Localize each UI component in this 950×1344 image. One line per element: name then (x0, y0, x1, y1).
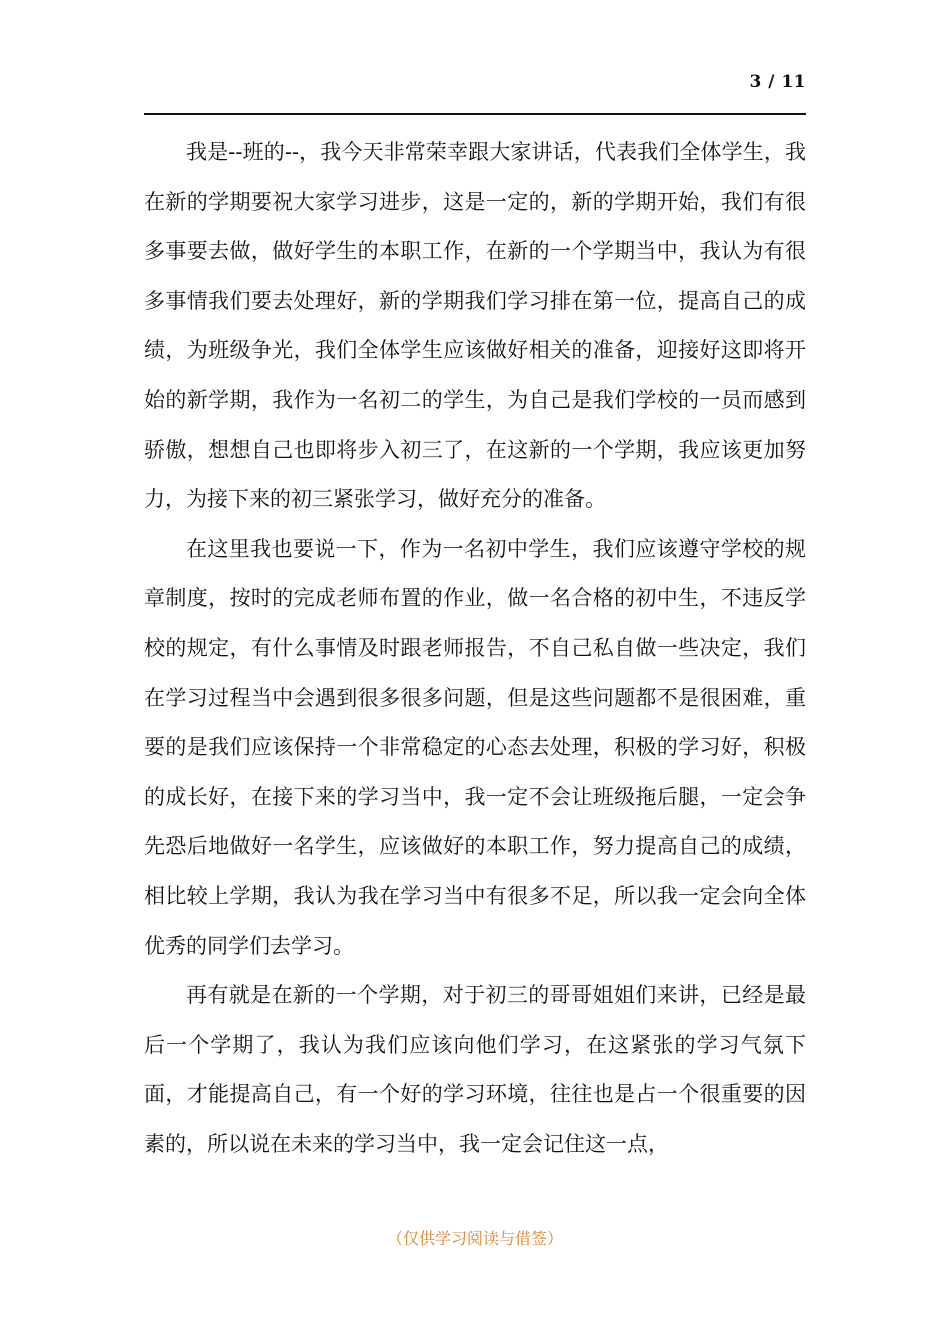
header-divider (144, 113, 806, 115)
footer-note: （仅供学习阅读与借签） (386, 1229, 563, 1248)
paragraph: 我是--班的--，我今天非常荣幸跟大家讲话，代表我们全体学生，我在新的学期要祝大家学习进步，这是一定的，新的学期开始，我们有很多事要去做，做好学生的本职工作，在新的一个学期当中，我认为有很多事情我们要去处理好，新的学期我们学习排在第一位，提高自己的成绩，为班级争光，我们全体学生应该做好相关的准备，迎接好这即将开始的新学期，我作为一名初二的学生，为自己是我们学校的一员而感到骄傲，想想自己也即将步入初三了，在这新的一个学期，我应该更加努力，为接下来的初三紧张学习，做好充分的准备。 (144, 140, 806, 512)
page-number: 3 / 11 (749, 72, 806, 92)
document-body (144, 128, 806, 1169)
paragraph: 在这里我也要说一下，作为一名初中学生，我们应该遵守学校的规章制度，按时的完成老师布置的作业，做一名合格的初中生，不违反学校的规定，有什么事情及时跟老师报告，不自己私自做一些决定，我们在学习过程当中会遇到很多很多问题，但是这些问题都不是很困难，重要的是我们应该保持一个非常稳定的心态去处理，积极的学习好，积极的成长好，在接下来的学习当中，我一定不会让班级拖后腿，一定会争先恐后地做好一名学生，应该做好的本职工作，努力提高自己的成绩，相比较上学期，我认为我在学习当中有很多不足，所以我一定会向全体优秀的同学们去学习。 (144, 536, 806, 958)
paragraph: 再有就是在新的一个学期，对于初三的哥哥姐姐们来讲，已经是最后一个学期了，我认为我们应该向他们学习，在这紧张的学习气氛下面，才能提高自己，有一个好的学习环境，往往也是占一个很重要的因素的，所以说在未来的学习当中，我一定会记住这一点， (144, 983, 806, 1156)
